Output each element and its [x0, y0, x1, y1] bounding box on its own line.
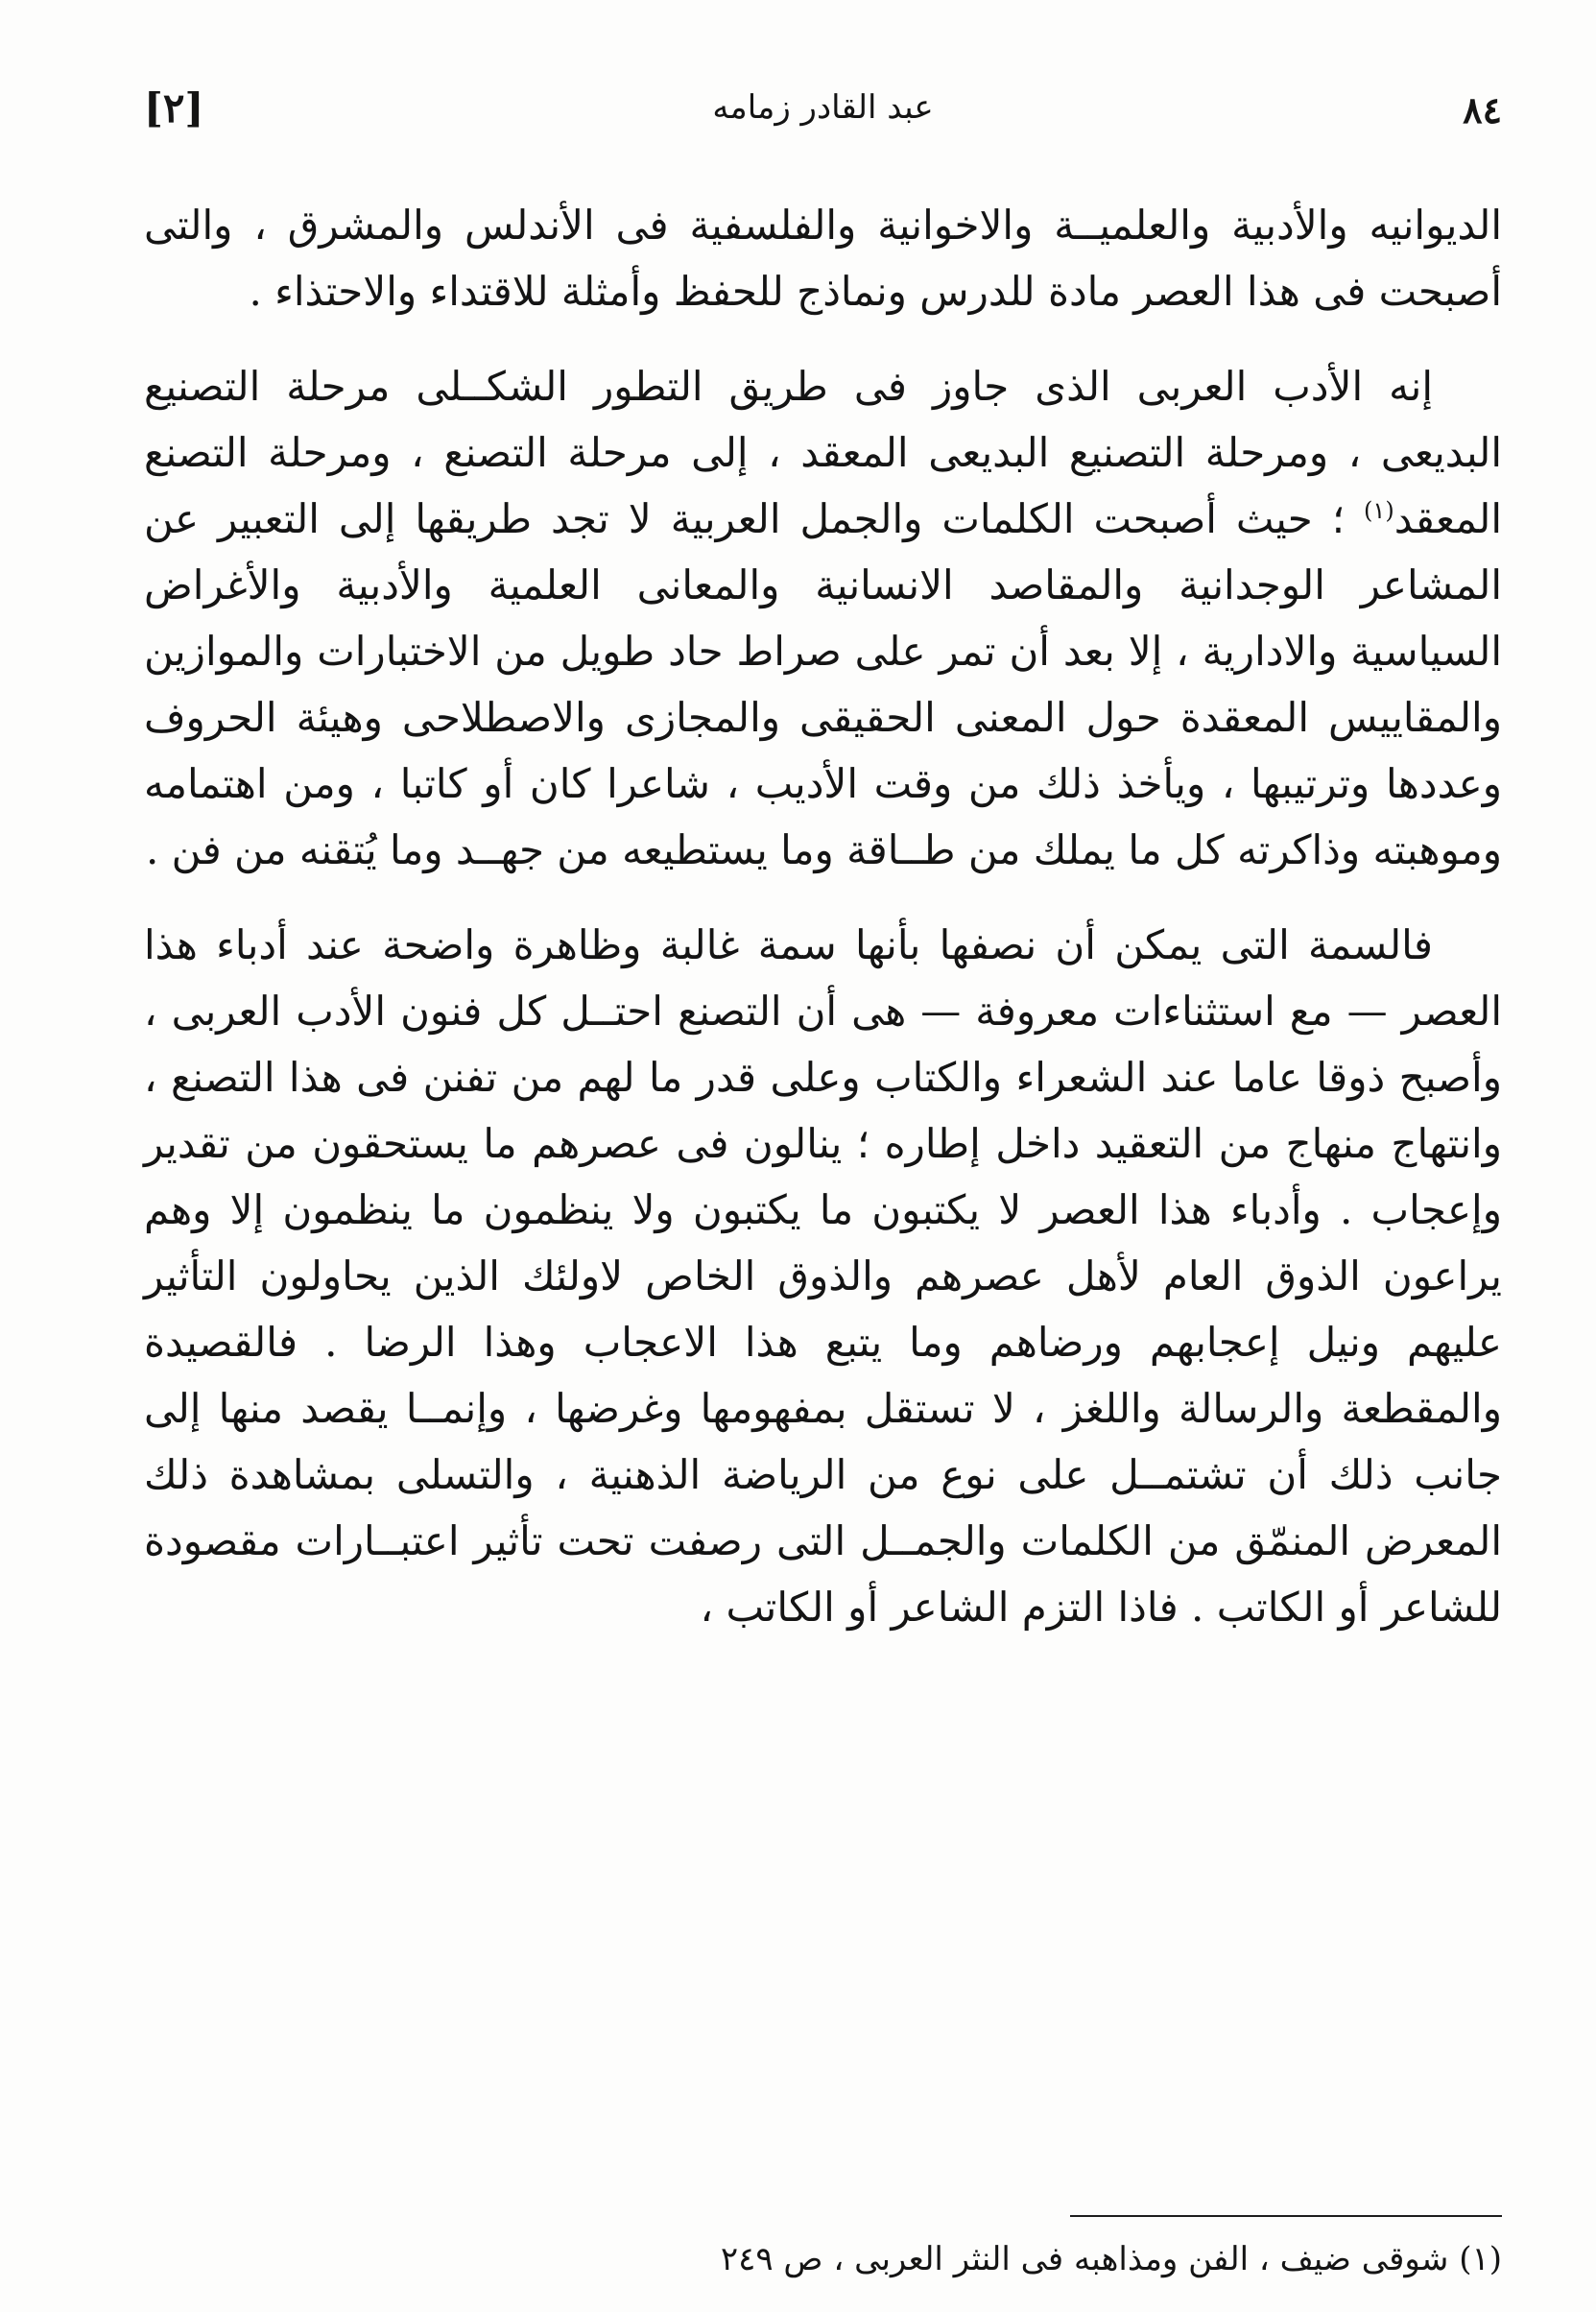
- paragraph-text: إنه الأدب العربى الذى جاوز فى طريق التطور الشكــلى مرحلة التصنيع البديعى ، ومرحلة التصنيع البديعى المعقد ، إلى مرحلة التصنع ، ومرحلة التصنع المعقد: [144, 363, 1502, 542]
- running-title: عبد القادر زمامه: [712, 88, 934, 127]
- chapter-tag: [٢]: [144, 84, 204, 131]
- footnote: [144, 2236, 1502, 2282]
- page-header: [144, 84, 1502, 171]
- paragraph-text: ؛ حيث أصبحت الكلمات والجمل العربية لا تجد طريقها إلى التعبير عن المشاعر الوجدانية والمقاصد الانسانية والمعانى العلمية والأدبية والأغراض السياسية والادارية ، إلا بعد أن تمر على صراط حاد طويل من الاختبارات والموازين والمقاييس المعقدة حول المعنى الحقيقى والمجازى والاصطلاحى وهيئة الحروف وعددها وترتيبها ، ويأخذ ذلك من وقت الأديب ، شاعرا كان أو كاتبا ، ومن اهتمامه وموهبته وذاكرته كل ما يملك من طــاقة وما يستطيعه من جهــد وما يُتقنه من فن .: [144, 495, 1502, 873]
- footnote-divider: [1070, 2215, 1502, 2217]
- footnote-reference[interactable]: (١): [1364, 497, 1394, 524]
- body-text: [144, 192, 1502, 1640]
- paragraph-text: فالسمة التى يمكن أن نصفها بأنها سمة غالبة وظاهرة واضحة عند أدباء هذا العصر — مع استثناءات معروفة — هى أن التصنع احتــل كل فنون الأدب العربى ، وأصبح ذوقا عاما عند الشعراء والكتاب وعلى قدر ما لهم من تفنن فى هذا التصنع ، وانتهاج منهاج من التعقيد داخل إطاره ؛ ينالون فى عصرهم ما يستحقون من تقدير وإعجاب . وأدباء هذا العصر لا يكتبون ما يكتبون ولا ينظمون ما ينظمون إلا وهم يراعون الذوق العام لأهل عصرهم والذوق الخاص لاولئك الذين يحاولون التأثير عليهم ونيل إعجابهم ورضاهم وما يتبع هذا الاعجاب وهذا الرضا . فالقصيدة والمقطعة والرسالة واللغز ، لا تستقل بمفهومها وغرضها ، وإنمــا يقصد منها إلى جانب ذلك أن تشتمــل على نوع من الرياضة الذهنية ، والتسلى بمشاهدة ذلك المعرض المنمّق من الكلمات والجمــل التى رصفت تحت تأثير اعتبــارات مقصودة للشاعر أو الكاتب . فاذا التزم الشاعر أو الكاتب ،: [144, 921, 1502, 1631]
- paragraph-2: [144, 353, 1502, 883]
- paragraph-3: [144, 912, 1502, 1640]
- page-number: ٨٤: [1463, 88, 1502, 131]
- paragraph-1: [144, 192, 1502, 324]
- paragraph-text: الديوانيه والأدبية والعلميــة والاخوانية والفلسفية فى الأندلس والمشرق ، والتى أصبحت فى هذا العصر مادة للدرس ونماذج للحفظ وأمثلة للاقتداء والاحتذاء .: [144, 202, 1502, 315]
- footnote-text: (١) شوقى ضيف ، الفن ومذاهبه فى النثر العربى ، ص ٢٤٩: [720, 2240, 1502, 2278]
